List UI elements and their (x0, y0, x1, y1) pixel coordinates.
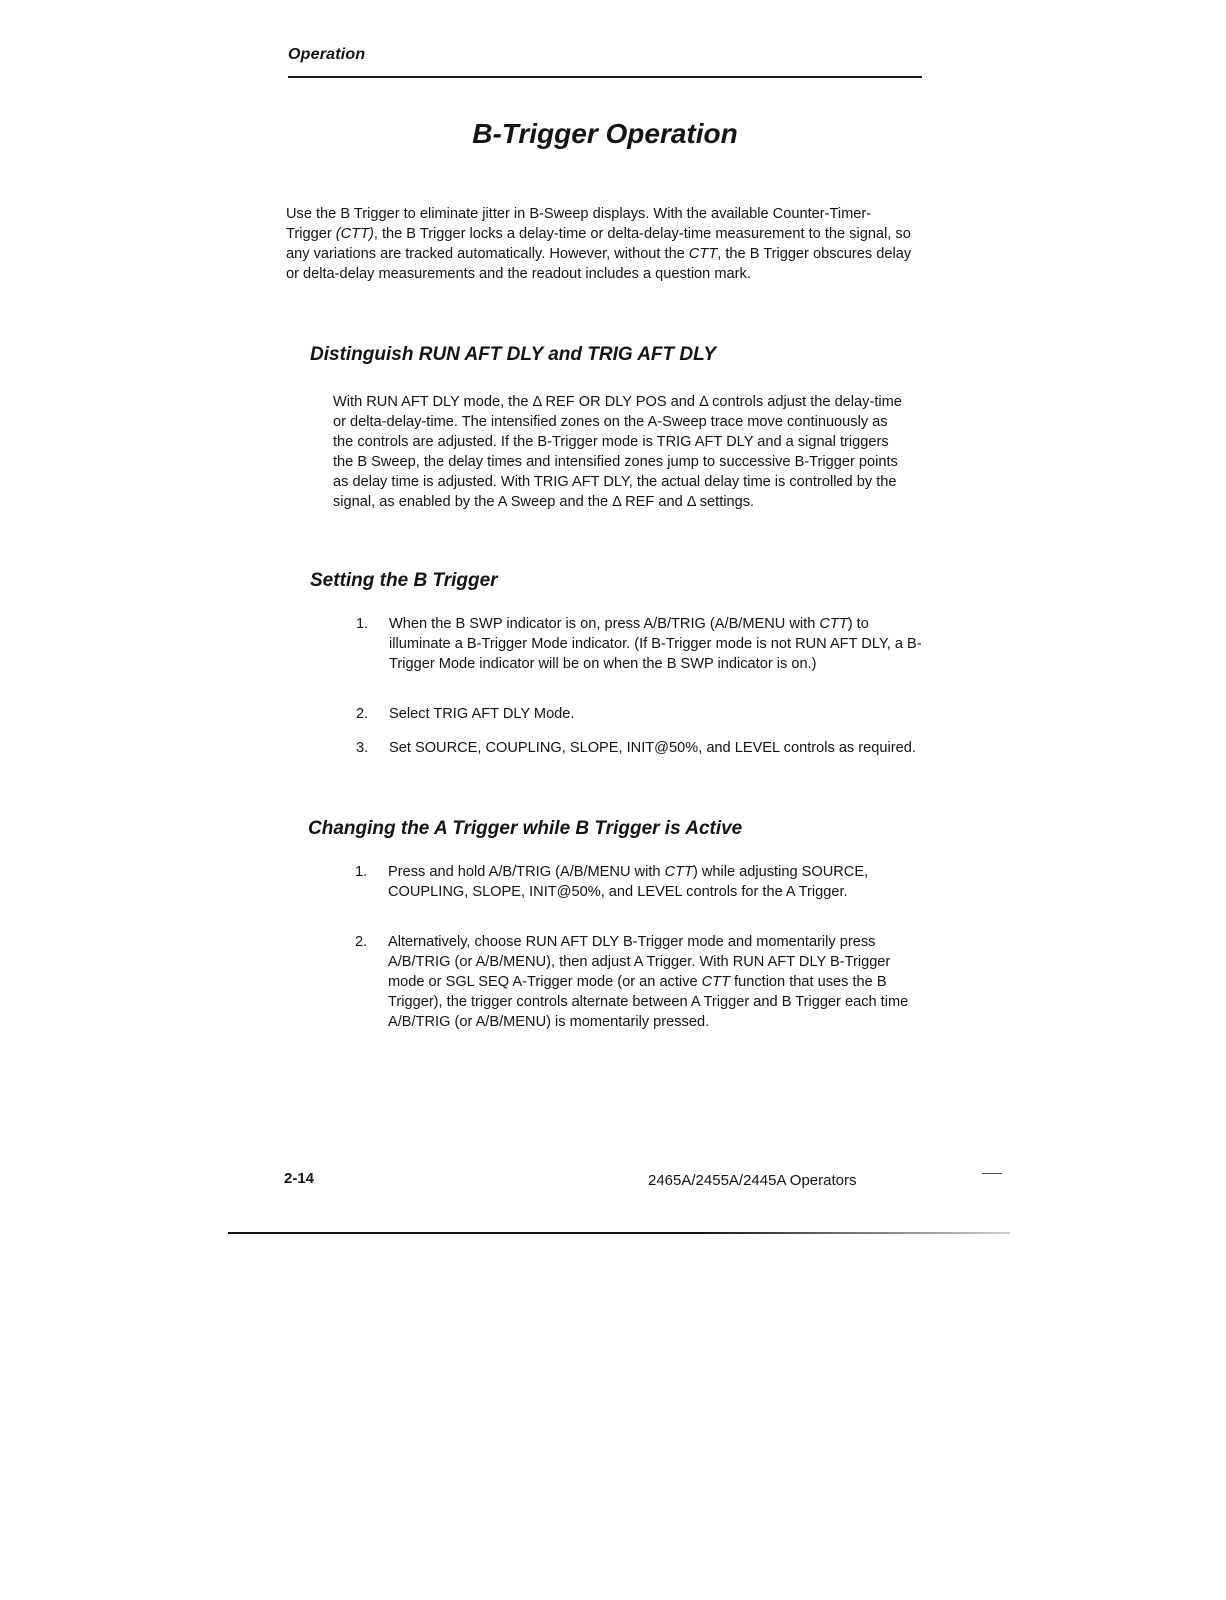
list-item-number: 1. (356, 616, 369, 632)
list-item-text: When the B SWP indicator is on, press A/B/TRIG (A/B/MENU with CTT) to illuminate a B-Trigger Mode indicator. (If B-Trigger mode is not RUN AFT DLY, a B-Trigger Mode indicator will be on when the B SWP indicator is on.) (389, 616, 922, 672)
list-item-text: Select TRIG AFT DLY Mode. (389, 706, 575, 722)
running-header (288, 46, 922, 78)
footer-rule (228, 1232, 1010, 1234)
section-heading-setting: Setting the B Trigger (310, 570, 498, 591)
section-heading-changing: Changing the A Trigger while B Trigger is Active (308, 818, 743, 839)
intro-text-1: Use the B Trigger to eliminate jitter in B-Sweep displays. With the available Counter-Timer-Trigger (286, 206, 872, 242)
section-heading-distinguish: Distinguish RUN AFT DLY and TRIG AFT DLY (310, 344, 717, 365)
list-item-text: Alternatively, choose RUN AFT DLY B-Trigger mode and momentarily press A/B/TRIG (or A/B/MENU), then adjust A Trigger. With RUN AFT DLY B-Trigger mode or SGL SEQ A-Trigger mode (or an active CTT function that uses the B Trigger), the trigger controls alternate between A Trigger and B Trigger each time A/B/TRIG (or A/B/MENU) is momentarily pressed. (388, 934, 909, 1030)
distinguish-paragraph: With RUN AFT DLY mode, the Δ REF OR DLY POS and Δ controls adjust the delay-time or delta-delay-time. The intensified zones on the A-Sweep trace move continuously as the controls are adjusted. If the B-Trigger mode is TRIG AFT DLY and a signal triggers the B Sweep, the delay times and intensified zones jump to successive B-Trigger points as delay time is adjusted. With TRIG AFT DLY, the actual delay time is controlled by the signal, as enabled by the A Sweep and the Δ REF and Δ settings. (333, 394, 902, 510)
list-item-text: Press and hold A/B/TRIG (A/B/MENU with CTT) while adjusting SOURCE, COUPLING, SLOPE, INIT@50%, and LEVEL controls for the A Trigger. (388, 864, 869, 900)
list-item-number: 2. (355, 934, 368, 950)
page-title: B-Trigger Operation (472, 118, 738, 149)
list-item-number: 1. (355, 864, 368, 880)
page-number: 2-14 (284, 1170, 315, 1187)
intro-paragraph (286, 204, 914, 284)
intro-text-2: , the B Trigger locks a delay-time or delta-delay-time measurement to the signal, so any variations are tracked automatically. However, without the (286, 226, 911, 262)
manual-title: 2465A/2455A/2445A Operators (648, 1172, 857, 1189)
intro-ctt: CTT (688, 246, 718, 262)
list-item-text: Set SOURCE, COUPLING, SLOPE, INIT@50%, and LEVEL controls as required. (389, 740, 916, 756)
intro-ctt-paren: (CTT) (335, 226, 374, 242)
header-section-label: Operation (288, 46, 366, 63)
list-item-number: 2. (356, 706, 369, 722)
footer-dash (982, 1173, 1002, 1174)
intro-text-3: , the B Trigger obscures delay or delta-delay measurements and the readout includes a question mark. (286, 246, 912, 282)
list-item-number: 3. (356, 740, 369, 756)
